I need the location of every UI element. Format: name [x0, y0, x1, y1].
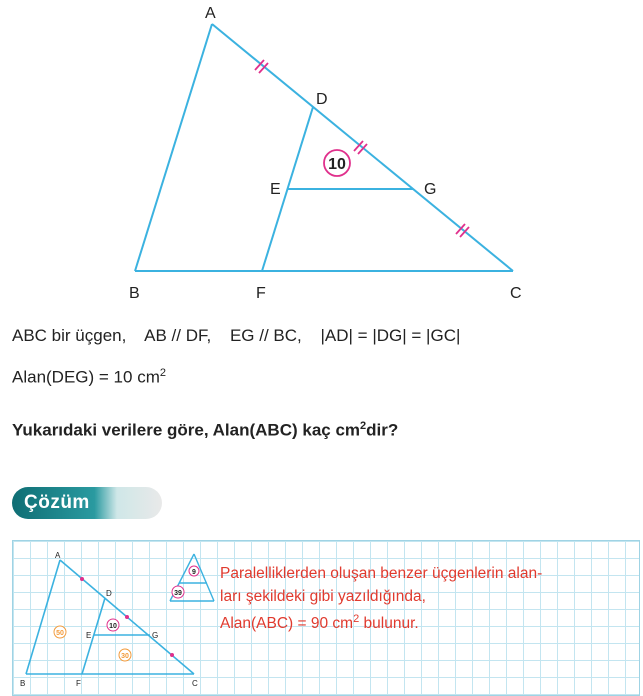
segment-ab	[135, 24, 212, 271]
sol-area-deg: 10	[109, 623, 117, 630]
solution-line-1: Paralelliklerden oluşan benzer üçgenlerin alan-	[220, 565, 543, 582]
main-triangle-figure	[0, 0, 643, 310]
sol-point-e: E	[86, 631, 92, 640]
area-label: 10	[328, 156, 346, 173]
sol-point-d: D	[106, 589, 112, 598]
point-label-f: F	[256, 285, 266, 302]
sol-point-f: F	[76, 679, 81, 688]
segment-ac	[212, 24, 513, 271]
given-parallel-1: AB // DF,	[144, 326, 212, 345]
given-triangle: ABC bir üçgen,	[12, 326, 127, 345]
given-parallel-2: EG // BC,	[229, 326, 302, 345]
point-label-a: A	[205, 5, 216, 22]
sol-point-b: B	[20, 679, 26, 688]
point-label-b: B	[129, 285, 140, 302]
given-equal-segments: |AD| = |DG| = |GC|	[320, 326, 461, 345]
solution-text	[220, 562, 542, 635]
sol-area-left: 50	[56, 630, 64, 637]
sol-area-bottom: 30	[121, 653, 129, 660]
sol-point-c: C	[192, 679, 198, 688]
question-text: Yukarıdaki verilere göre, Alan(ABC) kaç $cm^2dir$?	[12, 420, 399, 440]
sol-point-a: A	[55, 551, 61, 560]
sol-point-g: G	[152, 631, 159, 640]
point-label-c: C	[510, 285, 522, 302]
solution-line-2: ları şekildeki gibi yazıldığında,	[220, 588, 426, 605]
given-area: Alan(DEG) = 10 $cm^2$	[12, 367, 166, 387]
sol-area-small-top: 9	[192, 569, 196, 576]
point-label-e: E	[270, 181, 281, 198]
point-label-d: D	[316, 91, 328, 108]
solution-figure	[12, 540, 222, 696]
solution-line-3: Alan(ABC) = 90 $cm^2$ bulunur.	[220, 613, 419, 633]
sol-area-small-bottom: 39	[174, 590, 182, 597]
given-line-1	[12, 326, 460, 346]
point-label-g: G	[424, 181, 437, 198]
solution-badge-label: Çözüm	[24, 492, 90, 513]
